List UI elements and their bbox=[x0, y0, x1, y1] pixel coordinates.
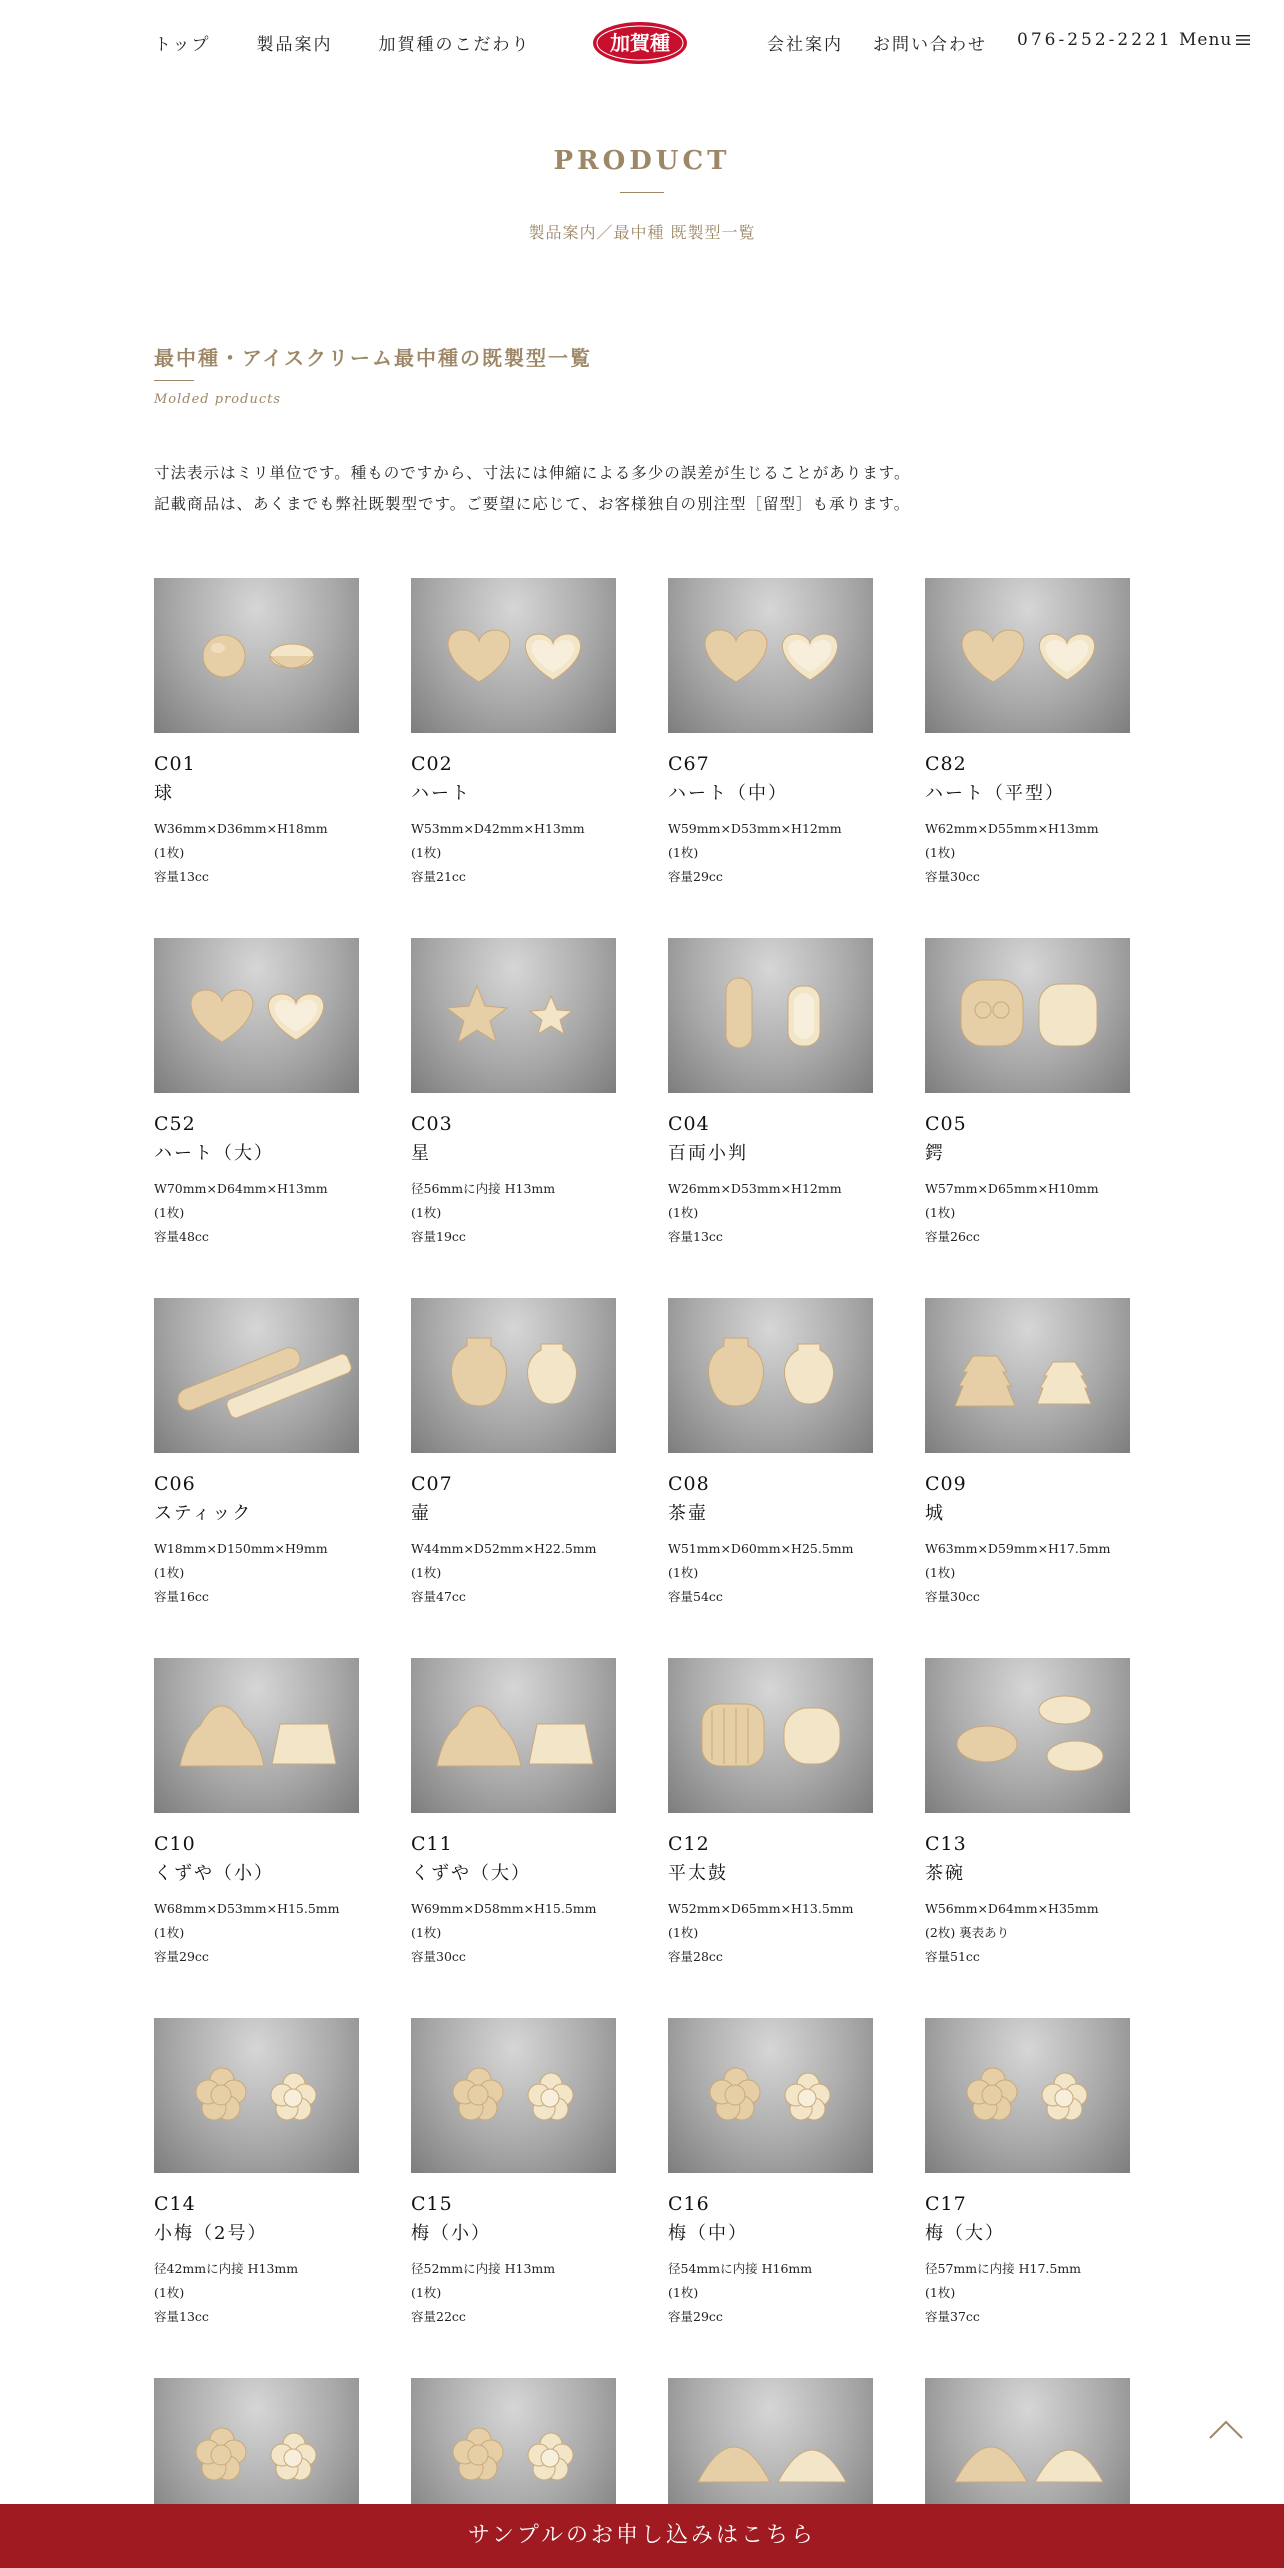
product-card bbox=[154, 1298, 359, 1658]
page-title: PRODUCT bbox=[553, 146, 731, 176]
product-size: W52mm×D65mm×H13.5mm bbox=[668, 1901, 854, 1916]
product-count: (1枚) bbox=[925, 2285, 956, 2300]
section-divider bbox=[154, 380, 194, 381]
product-size: W51mm×D60mm×H25.5mm bbox=[668, 1541, 854, 1556]
product-name: 梅（大） bbox=[925, 2223, 1005, 2244]
product-size: 径57mmに内接 H17.5mm bbox=[925, 2261, 1082, 2276]
product-count: (1枚) bbox=[154, 1925, 185, 1940]
product-card bbox=[411, 2018, 616, 2378]
product-count: (1枚) bbox=[925, 845, 956, 860]
product-count: (1枚) bbox=[154, 845, 185, 860]
product-volume: 容量30cc bbox=[925, 1589, 980, 1604]
product-name: 梅（小） bbox=[411, 2223, 491, 2244]
product-volume: 容量51cc bbox=[925, 1949, 980, 1964]
product-volume: 容量47cc bbox=[411, 1589, 466, 1604]
product-spec bbox=[668, 2257, 873, 2329]
product-name: ハート bbox=[411, 783, 471, 804]
product-size: W44mm×D52mm×H22.5mm bbox=[411, 1541, 597, 1556]
product-volume: 容量54cc bbox=[668, 1589, 723, 1604]
product-size: W62mm×D55mm×H13mm bbox=[925, 821, 1099, 836]
product-photo bbox=[154, 1658, 359, 1813]
product-photo bbox=[154, 938, 359, 1093]
product-name: 小梅（2号） bbox=[154, 2223, 268, 2244]
product-card bbox=[925, 938, 1130, 1298]
product-count: (1枚) bbox=[668, 845, 699, 860]
product-card bbox=[668, 2018, 873, 2378]
product-volume: 容量29cc bbox=[668, 2309, 723, 2324]
chevron-up-icon[interactable] bbox=[1206, 2414, 1246, 2444]
product-count: (1枚) bbox=[154, 1205, 185, 1220]
product-grid bbox=[154, 578, 1131, 2568]
product-name: 百両小判 bbox=[668, 1143, 748, 1164]
product-volume: 容量29cc bbox=[668, 869, 723, 884]
breadcrumb: 製品案内／最中種 既製型一覧 bbox=[528, 223, 756, 242]
product-card bbox=[925, 1298, 1130, 1658]
product-code: C11 bbox=[411, 1833, 453, 1855]
product-code: C03 bbox=[411, 1113, 453, 1135]
product-code: C01 bbox=[154, 753, 196, 775]
product-volume: 容量26cc bbox=[925, 1229, 980, 1244]
main-nav-left bbox=[154, 30, 531, 55]
product-size: 径56mmに内接 H13mm bbox=[411, 1181, 556, 1196]
phone-number[interactable]: 076-252-2221 bbox=[1017, 30, 1173, 50]
product-volume: 容量37cc bbox=[925, 2309, 980, 2324]
product-code: C05 bbox=[925, 1113, 967, 1135]
product-photo bbox=[925, 578, 1130, 733]
product-spec bbox=[668, 1537, 873, 1609]
product-name: 球 bbox=[154, 783, 174, 804]
product-photo bbox=[411, 938, 616, 1093]
product-photo bbox=[668, 2018, 873, 2173]
product-count: (1枚) bbox=[668, 1925, 699, 1940]
product-card bbox=[411, 1298, 616, 1658]
product-name: 城 bbox=[925, 1503, 945, 1524]
product-spec bbox=[925, 1897, 1130, 1969]
product-name: 壷 bbox=[411, 1503, 431, 1524]
product-spec bbox=[411, 1897, 616, 1969]
product-card bbox=[668, 1658, 873, 2018]
product-card bbox=[154, 2018, 359, 2378]
product-code: C67 bbox=[668, 753, 710, 775]
product-count: (1枚) bbox=[154, 2285, 185, 2300]
product-code: C16 bbox=[668, 2193, 710, 2215]
title-divider bbox=[620, 192, 664, 193]
product-size: W57mm×D65mm×H10mm bbox=[925, 1181, 1099, 1196]
product-code: C09 bbox=[925, 1473, 967, 1495]
product-volume: 容量19cc bbox=[411, 1229, 466, 1244]
product-volume: 容量30cc bbox=[925, 869, 980, 884]
product-photo bbox=[154, 2018, 359, 2173]
product-spec bbox=[154, 1537, 359, 1609]
product-code: C06 bbox=[154, 1473, 196, 1495]
product-name: 茶壷 bbox=[668, 1503, 708, 1524]
product-photo bbox=[668, 938, 873, 1093]
nav-contact[interactable]: お問い合わせ bbox=[873, 35, 987, 55]
product-volume: 容量13cc bbox=[154, 2309, 209, 2324]
product-count: (1枚) bbox=[154, 1565, 185, 1580]
product-name: くずや（大） bbox=[411, 1863, 531, 1884]
product-count: (1枚) bbox=[925, 1565, 956, 1580]
product-card bbox=[925, 578, 1130, 938]
kagadane-logo[interactable] bbox=[592, 20, 688, 66]
product-size: W18mm×D150mm×H9mm bbox=[154, 1541, 328, 1556]
intro-line-1: 寸法表示はミリ単位です。種ものですから、寸法には伸縮による多少の誤差が生じることがあります。 bbox=[154, 464, 911, 482]
product-volume: 容量48cc bbox=[154, 1229, 209, 1244]
product-photo bbox=[411, 2018, 616, 2173]
product-size: W53mm×D42mm×H13mm bbox=[411, 821, 585, 836]
product-size: W63mm×D59mm×H17.5mm bbox=[925, 1541, 1111, 1556]
product-count: (1枚) bbox=[668, 2285, 699, 2300]
product-volume: 容量13cc bbox=[154, 869, 209, 884]
product-size: 径42mmに内接 H13mm bbox=[154, 2261, 299, 2276]
product-code: C14 bbox=[154, 2193, 196, 2215]
product-size: W26mm×D53mm×H12mm bbox=[668, 1181, 842, 1196]
product-count: (1枚) bbox=[411, 845, 442, 860]
product-card bbox=[925, 2018, 1130, 2378]
product-card bbox=[154, 578, 359, 938]
product-code: C07 bbox=[411, 1473, 453, 1495]
product-card bbox=[668, 938, 873, 1298]
product-card bbox=[154, 938, 359, 1298]
product-count: (1枚) bbox=[668, 1205, 699, 1220]
product-name: ハート（大） bbox=[154, 1143, 274, 1164]
product-size: W68mm×D53mm×H15.5mm bbox=[154, 1901, 340, 1916]
intro-line-2: 記載商品は、あくまでも弊社既製型です。ご要望に応じて、お客様独自の別注型［留型］も承ります。 bbox=[154, 495, 911, 513]
site-header bbox=[0, 0, 1284, 86]
product-photo bbox=[925, 1298, 1130, 1453]
product-volume: 容量30cc bbox=[411, 1949, 466, 1964]
product-code: C08 bbox=[668, 1473, 710, 1495]
product-count: (1枚) bbox=[411, 1925, 442, 1940]
product-spec bbox=[925, 1537, 1130, 1609]
product-volume: 容量29cc bbox=[154, 1949, 209, 1964]
product-card bbox=[411, 938, 616, 1298]
product-name: スティック bbox=[154, 1503, 253, 1524]
product-spec bbox=[411, 2257, 616, 2329]
product-count: (1枚) bbox=[411, 1205, 442, 1220]
product-photo bbox=[925, 1658, 1130, 1813]
product-card bbox=[925, 1658, 1130, 2018]
product-card bbox=[411, 578, 616, 938]
product-name: 梅（中） bbox=[668, 2223, 748, 2244]
nav-commitment[interactable]: 加賀種のこだわり bbox=[378, 35, 531, 55]
product-name: くずや（小） bbox=[154, 1863, 274, 1884]
product-code: C13 bbox=[925, 1833, 967, 1855]
product-count: (1枚) bbox=[668, 1565, 699, 1580]
product-photo bbox=[411, 578, 616, 733]
product-photo bbox=[668, 578, 873, 733]
product-spec bbox=[154, 2257, 359, 2329]
product-count: (2枚) 裏表あり bbox=[925, 1925, 1010, 1940]
product-spec bbox=[411, 1537, 616, 1609]
product-photo bbox=[925, 938, 1130, 1093]
product-size: W69mm×D58mm×H15.5mm bbox=[411, 1901, 597, 1916]
product-spec bbox=[411, 817, 616, 889]
product-count: (1枚) bbox=[411, 2285, 442, 2300]
product-name: ハート（中） bbox=[668, 783, 788, 804]
product-name: 平太鼓 bbox=[668, 1863, 728, 1884]
product-name: 茶碗 bbox=[925, 1863, 965, 1884]
nav-top[interactable]: トップ bbox=[154, 35, 211, 55]
product-code: C82 bbox=[925, 753, 967, 775]
hamburger-icon bbox=[1236, 34, 1250, 46]
product-volume: 容量21cc bbox=[411, 869, 466, 884]
product-photo bbox=[668, 1658, 873, 1813]
product-photo bbox=[925, 2018, 1130, 2173]
product-volume: 容量16cc bbox=[154, 1589, 209, 1604]
product-size: W36mm×D36mm×H18mm bbox=[154, 821, 328, 836]
product-name: 星 bbox=[411, 1143, 431, 1164]
section-subtitle: Molded products bbox=[154, 392, 281, 407]
product-volume: 容量22cc bbox=[411, 2309, 466, 2324]
nav-products[interactable]: 製品案内 bbox=[256, 35, 333, 55]
product-spec bbox=[925, 817, 1130, 889]
product-spec bbox=[668, 1177, 873, 1249]
product-spec bbox=[925, 1177, 1130, 1249]
product-spec bbox=[154, 817, 359, 889]
product-photo bbox=[411, 1298, 616, 1453]
product-photo bbox=[668, 1298, 873, 1453]
menu-button[interactable] bbox=[1179, 30, 1250, 50]
product-spec bbox=[154, 1177, 359, 1249]
product-photo bbox=[154, 578, 359, 733]
menu-label: Menu bbox=[1179, 30, 1233, 50]
product-spec bbox=[925, 2257, 1130, 2329]
logo-text: 加賀種 bbox=[610, 31, 670, 55]
product-code: C52 bbox=[154, 1113, 196, 1135]
product-card bbox=[668, 1298, 873, 1658]
product-count: (1枚) bbox=[411, 1565, 442, 1580]
section-title: 最中種・アイスクリーム最中種の既製型一覧 bbox=[154, 346, 592, 370]
product-size: 径52mmに内接 H13mm bbox=[411, 2261, 556, 2276]
product-size: W59mm×D53mm×H12mm bbox=[668, 821, 842, 836]
product-spec bbox=[154, 1897, 359, 1969]
product-code: C04 bbox=[668, 1113, 710, 1135]
main-nav-right bbox=[767, 30, 1173, 55]
product-code: C17 bbox=[925, 2193, 967, 2215]
product-code: C15 bbox=[411, 2193, 453, 2215]
product-spec bbox=[411, 1177, 616, 1249]
product-volume: 容量13cc bbox=[668, 1229, 723, 1244]
product-code: C02 bbox=[411, 753, 453, 775]
product-photo bbox=[411, 1658, 616, 1813]
intro-text bbox=[154, 458, 911, 520]
product-name: ハート（平型） bbox=[925, 783, 1065, 804]
product-code: C10 bbox=[154, 1833, 196, 1855]
product-photo bbox=[154, 1298, 359, 1453]
product-code: C12 bbox=[668, 1833, 710, 1855]
product-card bbox=[668, 578, 873, 938]
product-size: 径54mmに内接 H16mm bbox=[668, 2261, 813, 2276]
product-spec bbox=[668, 817, 873, 889]
nav-company[interactable]: 会社案内 bbox=[767, 35, 843, 55]
product-spec bbox=[668, 1897, 873, 1969]
product-volume: 容量28cc bbox=[668, 1949, 723, 1964]
product-card bbox=[411, 1658, 616, 2018]
product-name: 鍔 bbox=[925, 1143, 945, 1164]
product-count: (1枚) bbox=[925, 1205, 956, 1220]
sample-request-button[interactable]: サンプルのお申し込みはこちら bbox=[0, 2504, 1284, 2568]
product-size: W56mm×D64mm×H35mm bbox=[925, 1901, 1099, 1916]
product-size: W70mm×D64mm×H13mm bbox=[154, 1181, 328, 1196]
product-card bbox=[154, 1658, 359, 2018]
